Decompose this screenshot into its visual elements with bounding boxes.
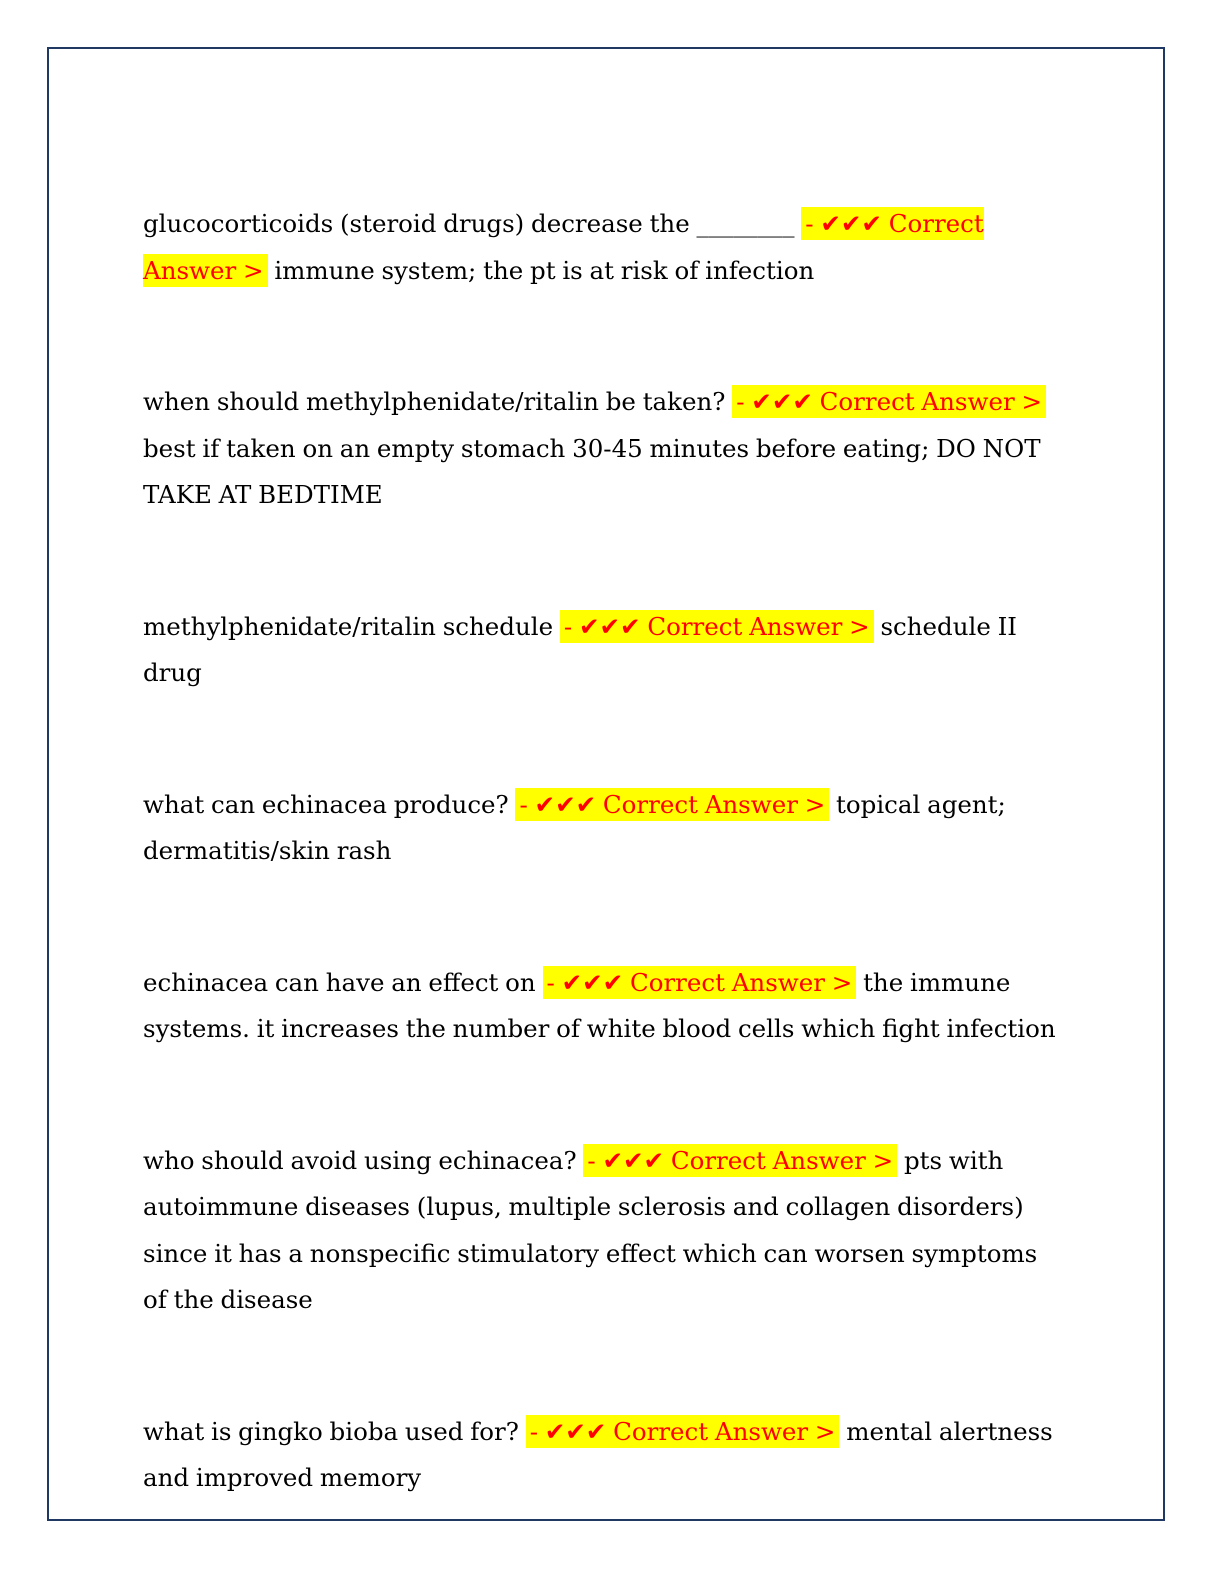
- answer-text: the immune systems. it increases the number of white blood cells which fight infection: [143, 967, 1056, 1043]
- answer-text: schedule II drug: [143, 611, 1017, 687]
- question-text: echinacea can have an effect on: [143, 967, 536, 997]
- qa-item-2: [143, 379, 1063, 519]
- answer-text: best if taken on an empty stomach 30-45 minutes before eating; DO NOT TAKE AT BEDTIME: [143, 433, 1041, 509]
- correct-answer-marker: - ✔✔✔ Correct Answer >: [526, 1415, 840, 1448]
- correct-answer-marker: - ✔✔✔ Correct Answer >: [560, 610, 874, 643]
- answer-text: mental alertness and improved memory: [143, 1416, 1053, 1492]
- answer-text: topical agent; dermatitis/skin rash: [143, 789, 1006, 865]
- question-text: glucocorticoids (steroid drugs) decrease the ________: [143, 209, 795, 238]
- qa-item-5: [143, 960, 1063, 1053]
- qa-item-1: [143, 201, 1063, 294]
- correct-answer-marker: - ✔✔✔ Correct Answer >: [543, 966, 857, 999]
- answer-text: immune system; the pt is at risk of infection: [274, 255, 815, 285]
- qa-item-7: [143, 1409, 1063, 1502]
- qa-item-6: [143, 1138, 1063, 1324]
- correct-answer-marker: - ✔✔✔ Correct Answer >: [583, 1144, 897, 1177]
- correct-answer-marker: - ✔✔✔ Correct Answer >: [515, 788, 829, 821]
- correct-answer-marker: - ✔✔✔ Correct Answer >: [143, 209, 984, 285]
- qa-item-4: [143, 782, 1063, 875]
- answer-text: pts with autoimmune diseases (lupus, multiple sclerosis and collagen disorders) since it has a nonspecific stimulatory effect which can worsen symptoms of the disease: [143, 1145, 1038, 1314]
- question-text: when should methylphenidate/ritalin be taken?: [143, 387, 726, 416]
- question-text: what is gingko bioba used for?: [143, 1416, 519, 1446]
- question-text: who should avoid using echinacea?: [143, 1145, 577, 1175]
- qa-item-3: [143, 604, 1063, 697]
- correct-answer-marker: - ✔✔✔ Correct Answer >: [732, 385, 1046, 418]
- question-text: methylphenidate/ritalin schedule: [143, 611, 554, 641]
- question-text: what can echinacea produce?: [143, 789, 509, 819]
- document-body: [143, 201, 1063, 1502]
